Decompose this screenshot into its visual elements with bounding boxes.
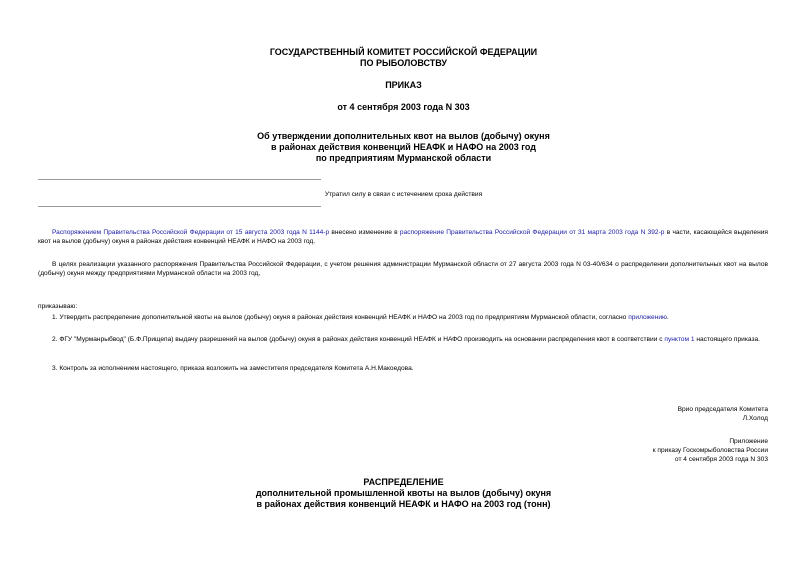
committee-name-line2: ПО РЫБОЛОВСТВУ — [359, 58, 448, 68]
document-type: ПРИКАЗ — [385, 80, 422, 90]
appendix-date: от 4 сентября 2003 года N 303 — [674, 456, 768, 463]
appendix-reference: к приказу Госкомрыболовства России — [652, 447, 768, 454]
order-item-1-end: . — [666, 314, 669, 321]
appendix-label: Приложение — [729, 438, 768, 445]
link-appendix[interactable]: приложению — [628, 314, 667, 321]
signature-name: Л.Холод — [742, 415, 768, 422]
order-item-3: 3. Контроль за исполнением настоящего, приказа возложить на заместителя председателя Комитета А.Н.Макоедова. — [52, 365, 414, 372]
document-date-number: от 4 сентября 2003 года N 303 — [337, 102, 470, 112]
document-title-line2: в районах действия конвенций НЕАФК и НАФО на 2003 год — [271, 142, 536, 152]
status-note: Утратил силу в связи с истечением срока действия — [324, 191, 483, 198]
paragraph-amendment-text1: внесено изменение в — [329, 229, 400, 236]
paragraph-implementation: В целях реализации указанного распоряжения Правительства Российской Федерации, с учетом решения администрации Мурманской области от 27 августа 2003 года N 03-40/634 о распределении дополнительных квот на вылов (добычу) окуня между предприятиями Мурманской области на 2003 год, — [38, 261, 768, 277]
document-title-line3: по предприятиям Мурманской области — [315, 153, 492, 163]
distribution-subtitle-line1: дополнительной промышленной квоты на вылов (добычу) окуня — [255, 488, 552, 498]
paragraph-amendment-text2: в части, касающейся выделения квот на вылов (добычу) окуня в районах действия конвенций НЕАФК и НАФО на 2003 год. — [38, 229, 768, 245]
link-point-1[interactable]: пунктом 1 — [664, 336, 695, 343]
order-word: приказываю: — [38, 303, 78, 310]
signature-block — [678, 405, 768, 423]
order-item-2 — [38, 335, 768, 344]
divider-bottom — [38, 206, 321, 207]
link-government-order-392[interactable]: распоряжение Правительства Российской Федерации от 31 марта 2003 года N 392-р — [399, 229, 665, 236]
signature-position: Врио председателя Комитета — [677, 406, 768, 413]
order-item-2-text: 2. ФГУ "Мурманрыбвод" (Б.Ф.Прищепа) выдачу разрешений на вылов (добычу) окуня в районах действия конвенций НЕАФК и НАФО производить на основании распределения квот в соответствии с — [52, 336, 665, 343]
document-title-line1: Об утверждении дополнительных квот на вылов (добычу) окуня — [257, 131, 550, 141]
distribution-subtitle-line2: в районах действия конвенций НЕАФК и НАФО на 2003 год (тонн) — [256, 499, 551, 509]
order-item-1 — [38, 313, 768, 322]
paragraph-amendment — [38, 228, 768, 246]
appendix-block — [653, 437, 768, 464]
divider-top — [38, 179, 321, 180]
committee-name-line1: ГОСУДАРСТВЕННЫЙ КОМИТЕТ РОССИЙСКОЙ ФЕДЕРАЦИИ — [269, 47, 538, 57]
distribution-title: РАСПРЕДЕЛЕНИЕ — [363, 477, 444, 487]
order-item-1-text: 1. Утвердить распределение дополнительной квоты на вылов (добычу) окуня в районах действия конвенций НЕАФК и НАФО на 2003 год по предприятиям Мурманской области, согласно — [52, 314, 629, 321]
link-government-order-1144[interactable]: Распоряжением Правительства Российской Федерации от 15 августа 2003 года N 1144-р — [52, 229, 330, 236]
order-item-2-end: настоящего приказа. — [694, 336, 760, 343]
